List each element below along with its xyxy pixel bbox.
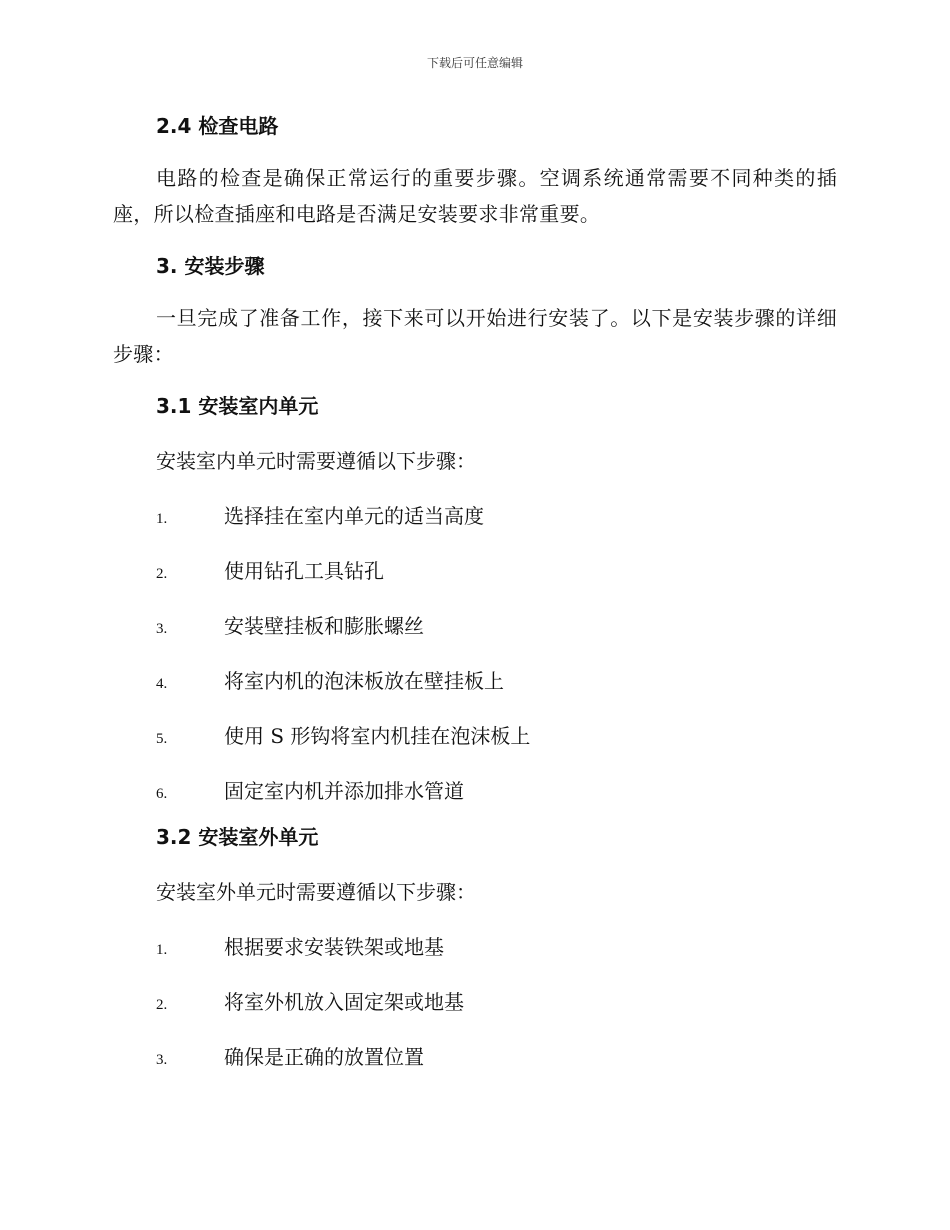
heading-2-4: 2.4 检查电路 <box>156 114 279 138</box>
list-item <box>113 929 837 984</box>
outdoor-steps-list <box>113 929 837 1094</box>
list-item <box>113 718 837 773</box>
list-item-text: 选择挂在室内单元的适当高度 <box>224 504 484 528</box>
list-item-text: 安装壁挂板和膨胀螺丝 <box>224 614 424 638</box>
list-item-number: 1. <box>156 511 168 527</box>
list-item-text: 使用钻孔工具钻孔 <box>224 559 384 583</box>
heading-3-2: 3.2 安装室外单元 <box>156 825 319 849</box>
list-item-number: 3. <box>156 1052 168 1068</box>
list-item-number: 3. <box>156 621 168 637</box>
indoor-steps-list <box>113 498 837 819</box>
list-item-number: 6. <box>156 786 168 802</box>
list-item <box>113 498 837 553</box>
list-item <box>113 1039 837 1094</box>
list-item-number: 5. <box>156 731 168 747</box>
list-item-text: 使用 S 形钩将室内机挂在泡沫板上 <box>224 724 531 748</box>
list-item-text: 确保是正确的放置位置 <box>224 1045 424 1069</box>
heading-3: 3. 安装步骤 <box>156 254 265 278</box>
list-item-text: 将室内机的泡沫板放在壁挂板上 <box>224 669 504 693</box>
heading-3-1: 3.1 安装室内单元 <box>156 394 319 418</box>
list-item <box>113 984 837 1039</box>
list-item-text: 根据要求安装铁架或地基 <box>224 935 444 959</box>
list-item-number: 2. <box>156 997 168 1013</box>
list-item <box>113 553 837 608</box>
list-item-number: 2. <box>156 566 168 582</box>
list-item <box>113 663 837 718</box>
paragraph-check-circuit: 电路的检查是确保正常运行的重要步骤。空调系统通常需要不同种类的插座，所以检查插座和电路是否满足安装要求非常重要。 <box>113 166 837 226</box>
intro-outdoor-unit: 安装室外单元时需要遵循以下步骤： <box>156 880 476 904</box>
document-body <box>113 108 837 1094</box>
list-item <box>113 608 837 663</box>
list-item-text: 固定室内机并添加排水管道 <box>224 779 464 803</box>
list-item-number: 4. <box>156 676 168 692</box>
list-item-text: 将室外机放入固定架或地基 <box>224 990 464 1014</box>
list-item-number: 1. <box>156 942 168 958</box>
paragraph-install-steps: 一旦完成了准备工作，接下来可以开始进行安装了。以下是安装步骤的详细步骤： <box>113 306 837 366</box>
intro-indoor-unit: 安装室内单元时需要遵循以下步骤： <box>156 449 476 473</box>
page-header: 下载后可任意编辑 <box>426 56 523 70</box>
list-item <box>113 773 837 819</box>
